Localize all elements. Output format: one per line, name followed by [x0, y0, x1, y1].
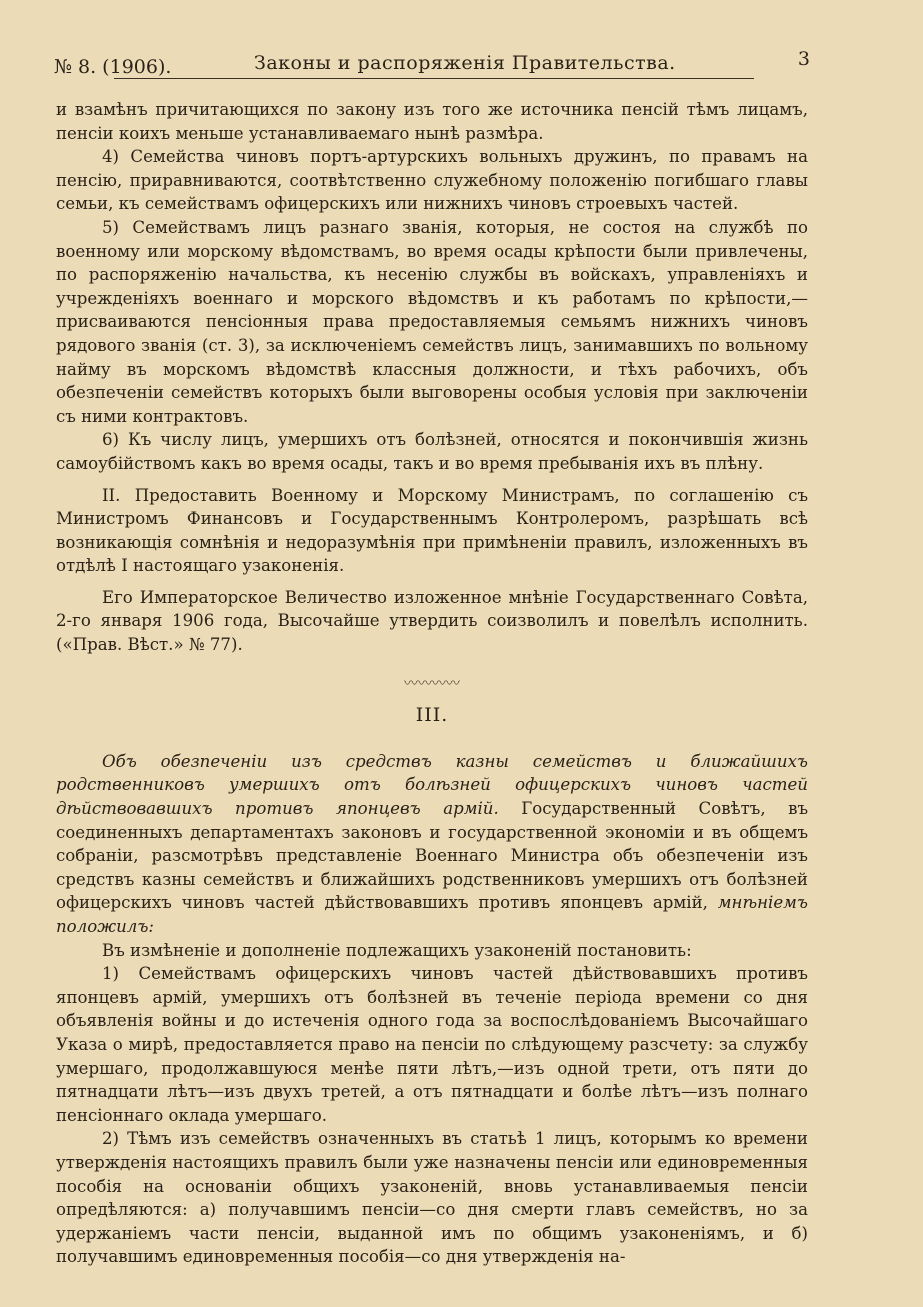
- paragraph-item-6: 6) Къ числу лицъ, умершихъ отъ болѣзней, относятся и покончившія жизнь самоубійствомъ какъ во время осады, такъ и во время пребыванія ихъ въ плѣну.: [56, 430, 808, 473]
- page-number: 3: [797, 48, 810, 70]
- paragraph-continuation: и взамѣнъ причитающихся по закону изъ того же источника пенсій тѣмъ лицамъ, пенсіи коихъ меньше устанавливаемаго нынѣ размѣра.: [56, 100, 808, 143]
- paragraph-article-2: 2) Тѣмъ изъ семействъ означенныхъ въ статьѣ 1 лицъ, которымъ ко времени утвержденія настоящихъ правилъ были уже назначены пенсіи или единовременныя пособія на основаніи общихъ узаконеній, вновь устанавливаемыя пенсіи опредѣляются: а) получавшимъ пенсіи—со дня смерти главъ семействъ, но за удержаніемъ части пенсіи, выданной имъ по общимъ узаконеніямъ, и б) получавшимъ единовременныя пособія—со дня утвержденія на-: [56, 1129, 808, 1267]
- paragraph-imperial-approval: Его Императорское Величество изложенное мнѣніе Государственнаго Совѣта, 2-го января 1906 года, Высочайше утвердить соизволилъ и повелѣлъ исполнить. («Прав. Вѣст.» № 77).: [56, 587, 808, 655]
- paragraph-section-II: II. Предоставить Военному и Морскому Министрамъ, по соглашенію съ Министромъ Финансовъ и Государственнымъ Контролеромъ, разрѣшать всѣ возникающія сомнѣнія и недоразумѣнія при примѣненіи правилъ, изложенныхъ въ отдѣлѣ I настоящаго узаконенія.: [56, 485, 808, 576]
- page-header: [54, 48, 814, 84]
- section-heading-italic: Объ обезпеченіи изъ средствъ казны семействъ и ближайшихъ родственниковъ умершихъ отъ болѣзней офицерскихъ чиновъ частей дѣйствовавшихъ противъ японцевъ армій.: [56, 751, 808, 819]
- paragraph-resolve: Въ измѣненіе и дополненіе подлежащихъ узаконеній постановить:: [102, 940, 692, 960]
- paragraph-item-4: 4) Семейства чиновъ портъ-артурскихъ вольныхъ дружинъ, по правамъ на пенсію, приравниваются, соотвѣтственно служебному положенію погибшаго главы семьи, къ семействамъ офицерскихъ или нижнихъ чиновъ строевыхъ частей.: [56, 147, 808, 214]
- page-body: [56, 98, 808, 1269]
- issue-number: № 8. (1906).: [54, 56, 172, 78]
- section-number: III.: [415, 704, 449, 727]
- paragraph-item-5: 5) Семействамъ лицъ разнаго званія, которыя, не состоя на службѣ по военному или морскому вѣдомствамъ, во время осады крѣпости были привлечены, по распоряженію начальства, къ несенію службы въ войскахъ, управленіяхъ и учрежденіяхъ военнаго и морского вѣдомствъ и къ работамъ по крѣпости,—присваиваются пенсіонныя права предоставляемыя семьямъ нижнихъ чиновъ рядового званія (ст. 3), за исключеніемъ семействъ лицъ, занимавшихъ по вольному найму въ морскомъ вѣдомствѣ классныя должности, и тѣхъ рабочихъ, объ обезпеченіи семействъ которыхъ были выговорены особыя условія при заключеніи съ ними контрактовъ.: [56, 217, 808, 426]
- section-divider: 〰〰〰〰: [404, 675, 460, 692]
- running-title: Законы и распоряженія Правительства.: [254, 52, 676, 74]
- section-intro: [56, 750, 808, 939]
- section-intro-text: Государственный Совѣтъ, въ соединенныхъ департаментахъ законовъ и государственной экономіи и въ общемъ собраніи, разсмотрѣвъ представленіе Военнаго Министра объ обезпеченіи изъ средствъ казны семействъ и ближайшихъ родственниковъ умершихъ отъ болѣзней офицерскихъ чиновъ частей дѣйствовавшихъ противъ японцевъ армій,: [56, 799, 809, 913]
- paragraph-article-1: 1) Семействамъ офицерскихъ чиновъ частей дѣйствовавшихъ противъ японцевъ армій, умершихъ отъ болѣзней въ теченіе періода времени со дня объявленія войны и до истеченія одного года за воспослѣдованіемъ Высочайшаго Указа о мирѣ, предоставляется право на пенсіи по слѣдующему разсчету: за службу умершаго, продолжавшуюся менѣе пяти лѣтъ,—изъ одной трети, отъ пяти до пятнадцати лѣтъ—изъ двухъ третей, а отъ пятнадцати и болѣе лѣтъ—изъ полнаго пенсіоннаго оклада умершаго.: [56, 964, 808, 1125]
- section-intro-end: мнѣніемъ положилъ:: [56, 893, 808, 936]
- header-rule: [114, 78, 754, 79]
